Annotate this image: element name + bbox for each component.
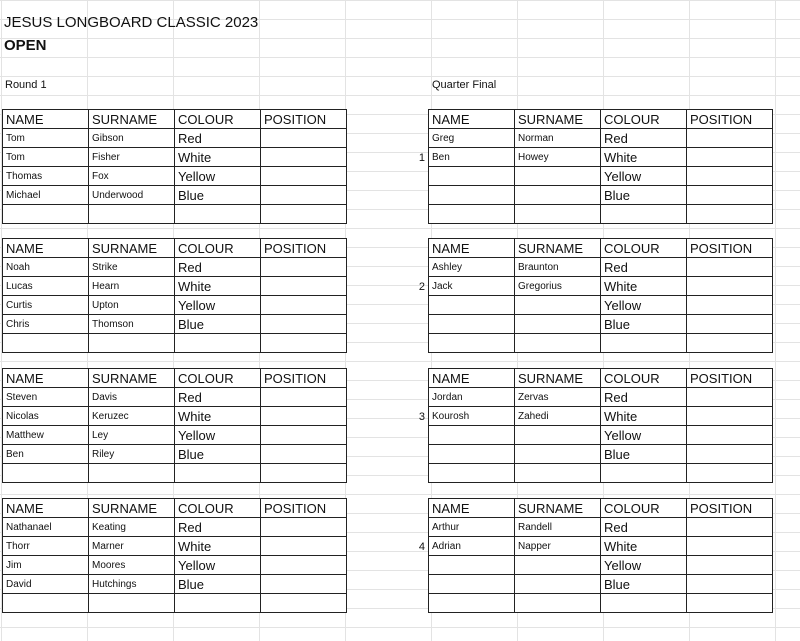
round1-heat-2 [2,238,347,353]
header-position[interactable]: POSITION [687,499,773,518]
header-name[interactable]: NAME [429,369,515,388]
surname-cell[interactable]: Keruzec [89,407,175,426]
header-position[interactable]: POSITION [261,499,347,518]
surname-cell[interactable]: Howey [515,148,601,167]
position-cell[interactable] [687,296,773,315]
name-cell[interactable]: Matthew [3,426,89,445]
name-cell[interactable]: Jordan [429,388,515,407]
quarter-final-label: Quarter Final [432,79,497,91]
name-cell[interactable] [429,167,515,186]
empty-cell[interactable] [687,205,773,224]
table-row [3,129,347,148]
surname-cell[interactable]: Braunton [515,258,601,277]
table-row [3,167,347,186]
name-cell[interactable]: Greg [429,129,515,148]
colour-cell[interactable]: Blue [175,186,261,205]
position-cell[interactable] [687,148,773,167]
empty-cell[interactable] [175,464,261,483]
header-name[interactable]: NAME [3,369,89,388]
position-cell[interactable] [261,129,347,148]
name-cell[interactable]: Jim [3,556,89,575]
header-surname[interactable]: SURNAME [89,239,175,258]
surname-cell[interactable] [515,445,601,464]
surname-cell[interactable]: Gibson [89,129,175,148]
header-name[interactable]: NAME [3,499,89,518]
header-surname[interactable]: SURNAME [515,110,601,129]
position-cell[interactable] [261,537,347,556]
table-row [429,407,773,426]
position-cell[interactable] [261,407,347,426]
surname-cell[interactable] [515,167,601,186]
name-cell[interactable]: Nicolas [3,407,89,426]
colour-cell[interactable]: Red [601,518,687,537]
position-cell[interactable] [261,167,347,186]
empty-cell[interactable] [601,334,687,353]
header-surname[interactable]: SURNAME [89,499,175,518]
sheet-subtitle: OPEN [4,37,47,54]
header-position[interactable]: POSITION [687,239,773,258]
position-cell[interactable] [261,388,347,407]
name-cell[interactable]: Jack [429,277,515,296]
header-colour[interactable]: COLOUR [175,110,261,129]
table-row [429,277,773,296]
table-row [3,148,347,167]
surname-cell[interactable]: Norman [515,129,601,148]
header-surname[interactable]: SURNAME [515,369,601,388]
name-cell[interactable]: Lucas [3,277,89,296]
empty-cell[interactable] [3,205,89,224]
name-cell[interactable]: Ben [429,148,515,167]
position-cell[interactable] [687,315,773,334]
table-row [429,258,773,277]
table-row [3,537,347,556]
colour-cell[interactable]: Red [175,518,261,537]
colour-cell[interactable]: Yellow [175,167,261,186]
surname-cell[interactable]: Hutchings [89,575,175,594]
table-row [3,388,347,407]
surname-cell[interactable]: Gregorius [515,277,601,296]
colour-cell[interactable]: White [175,407,261,426]
position-cell[interactable] [261,445,347,464]
header-position[interactable]: POSITION [261,110,347,129]
colour-cell[interactable]: Red [175,129,261,148]
position-cell[interactable] [687,277,773,296]
surname-cell[interactable]: Underwood [89,186,175,205]
quarter-final-heat-3 [428,368,773,483]
table-row [429,129,773,148]
table-row [3,186,347,205]
table-row [429,315,773,334]
position-cell[interactable] [261,575,347,594]
position-cell[interactable] [687,518,773,537]
table-row [3,315,347,334]
table-row [429,296,773,315]
empty-cell[interactable] [3,594,89,613]
colour-cell[interactable]: Yellow [601,556,687,575]
name-cell[interactable]: Nathanael [3,518,89,537]
colour-cell[interactable]: Blue [601,575,687,594]
header-position[interactable]: POSITION [261,369,347,388]
table-row [3,426,347,445]
colour-cell[interactable]: White [601,537,687,556]
empty-cell[interactable] [3,464,89,483]
table-row [429,445,773,464]
header-surname[interactable]: SURNAME [515,499,601,518]
name-cell[interactable]: Steven [3,388,89,407]
header-colour[interactable]: COLOUR [601,499,687,518]
surname-cell[interactable]: Hearn [89,277,175,296]
empty-cell[interactable] [515,205,601,224]
table-row [429,426,773,445]
name-cell[interactable]: Thorr [3,537,89,556]
name-cell[interactable] [429,556,515,575]
surname-cell[interactable] [515,296,601,315]
colour-cell[interactable]: Blue [601,445,687,464]
name-cell[interactable]: Curtis [3,296,89,315]
heat-number: 1 [418,152,425,164]
position-cell[interactable] [261,258,347,277]
empty-cell[interactable] [175,334,261,353]
empty-cell[interactable] [261,205,347,224]
position-cell[interactable] [261,315,347,334]
table-row [429,518,773,537]
colour-cell[interactable]: Red [601,388,687,407]
table-row [429,556,773,575]
empty-cell[interactable] [175,205,261,224]
colour-cell[interactable]: Red [601,258,687,277]
position-cell[interactable] [687,129,773,148]
round1-heat-3 [2,368,347,483]
empty-cell[interactable] [515,334,601,353]
table-row [3,407,347,426]
table-row [429,186,773,205]
surname-cell[interactable] [515,315,601,334]
empty-cell[interactable] [601,464,687,483]
colour-cell[interactable]: Blue [175,575,261,594]
header-colour[interactable]: COLOUR [175,369,261,388]
position-cell[interactable] [261,426,347,445]
colour-cell[interactable]: White [601,148,687,167]
table-row [3,296,347,315]
header-surname[interactable]: SURNAME [89,110,175,129]
position-cell[interactable] [687,537,773,556]
heat-number: 2 [418,281,425,293]
surname-cell[interactable]: Napper [515,537,601,556]
position-cell[interactable] [687,445,773,464]
position-cell[interactable] [687,407,773,426]
header-name[interactable]: NAME [3,110,89,129]
colour-cell[interactable]: Yellow [601,426,687,445]
header-colour[interactable]: COLOUR [601,110,687,129]
colour-cell[interactable]: White [601,407,687,426]
header-colour[interactable]: COLOUR [601,239,687,258]
empty-cell[interactable] [515,594,601,613]
quarter-final-heat-1 [428,109,773,224]
colour-cell[interactable]: Blue [175,445,261,464]
empty-cell[interactable] [429,334,515,353]
round1-heat-1 [2,109,347,224]
surname-cell[interactable]: Zahedi [515,407,601,426]
heat-number: 3 [418,411,425,423]
empty-cell[interactable] [89,464,175,483]
name-cell[interactable]: Kourosh [429,407,515,426]
empty-cell[interactable] [3,334,89,353]
position-cell[interactable] [687,556,773,575]
surname-cell[interactable] [515,556,601,575]
empty-cell[interactable] [89,205,175,224]
surname-cell[interactable] [515,575,601,594]
surname-cell[interactable]: Thomson [89,315,175,334]
round1-heat-4 [2,498,347,613]
empty-cell[interactable] [175,594,261,613]
header-colour[interactable]: COLOUR [175,239,261,258]
empty-cell[interactable] [261,464,347,483]
surname-cell[interactable]: Randell [515,518,601,537]
header-position[interactable]: POSITION [687,369,773,388]
round-1-label: Round 1 [5,79,47,91]
position-cell[interactable] [687,167,773,186]
empty-cell[interactable] [601,594,687,613]
empty-cell[interactable] [261,594,347,613]
name-cell[interactable]: Chris [3,315,89,334]
position-cell[interactable] [687,426,773,445]
empty-cell[interactable] [429,464,515,483]
position-cell[interactable] [687,186,773,205]
name-cell[interactable]: Arthur [429,518,515,537]
heat-number: 4 [418,541,425,553]
surname-cell[interactable]: Marner [89,537,175,556]
empty-cell[interactable] [601,205,687,224]
table-row [3,445,347,464]
surname-cell[interactable]: Riley [89,445,175,464]
colour-cell[interactable]: Yellow [175,296,261,315]
name-cell[interactable]: Thomas [3,167,89,186]
header-position[interactable]: POSITION [261,239,347,258]
colour-cell[interactable]: Red [175,388,261,407]
position-cell[interactable] [261,148,347,167]
position-cell[interactable] [687,575,773,594]
surname-cell[interactable]: Ley [89,426,175,445]
sheet-title: JESUS LONGBOARD CLASSIC 2023 [4,14,259,31]
position-cell[interactable] [261,518,347,537]
quarter-final-heat-2 [428,238,773,353]
surname-cell[interactable]: Strike [89,258,175,277]
surname-cell[interactable]: Moores [89,556,175,575]
colour-cell[interactable]: Blue [601,315,687,334]
colour-cell[interactable]: White [175,277,261,296]
table-row [3,277,347,296]
surname-cell[interactable]: Fisher [89,148,175,167]
empty-cell[interactable] [429,205,515,224]
header-colour[interactable]: COLOUR [601,369,687,388]
surname-cell[interactable] [515,186,601,205]
table-row [429,575,773,594]
surname-cell[interactable]: Keating [89,518,175,537]
name-cell[interactable] [429,426,515,445]
colour-cell[interactable]: Yellow [601,167,687,186]
colour-cell[interactable]: Blue [175,315,261,334]
colour-cell[interactable]: Yellow [601,296,687,315]
empty-cell[interactable] [687,594,773,613]
header-surname[interactable]: SURNAME [89,369,175,388]
name-cell[interactable]: Tom [3,148,89,167]
colour-cell[interactable]: Red [175,258,261,277]
surname-cell[interactable]: Zervas [515,388,601,407]
header-name[interactable]: NAME [429,239,515,258]
header-surname[interactable]: SURNAME [515,239,601,258]
name-cell[interactable] [429,575,515,594]
colour-cell[interactable]: Yellow [175,556,261,575]
empty-cell[interactable] [89,334,175,353]
name-cell[interactable]: David [3,575,89,594]
table-row [429,167,773,186]
name-cell[interactable]: Noah [3,258,89,277]
quarter-final-heat-4 [428,498,773,613]
table-row [3,518,347,537]
colour-cell[interactable]: White [175,148,261,167]
header-colour[interactable]: COLOUR [175,499,261,518]
position-cell[interactable] [261,186,347,205]
empty-cell[interactable] [687,334,773,353]
table-row [429,148,773,167]
table-row [3,575,347,594]
position-cell[interactable] [261,277,347,296]
colour-cell[interactable]: White [175,537,261,556]
name-cell[interactable]: Tom [3,129,89,148]
colour-cell[interactable]: Yellow [175,426,261,445]
name-cell[interactable] [429,296,515,315]
surname-cell[interactable]: Fox [89,167,175,186]
table-row [3,556,347,575]
name-cell[interactable]: Ashley [429,258,515,277]
name-cell[interactable]: Adrian [429,537,515,556]
header-name[interactable]: NAME [3,239,89,258]
header-position[interactable]: POSITION [687,110,773,129]
name-cell[interactable]: Michael [3,186,89,205]
name-cell[interactable] [429,186,515,205]
empty-cell[interactable] [515,464,601,483]
colour-cell[interactable]: White [601,277,687,296]
empty-cell[interactable] [687,464,773,483]
name-cell[interactable]: Ben [3,445,89,464]
position-cell[interactable] [261,556,347,575]
surname-cell[interactable] [515,426,601,445]
header-name[interactable]: NAME [429,499,515,518]
table-row [3,258,347,277]
header-name[interactable]: NAME [429,110,515,129]
empty-cell[interactable] [429,594,515,613]
colour-cell[interactable]: Blue [601,186,687,205]
surname-cell[interactable]: Upton [89,296,175,315]
position-cell[interactable] [261,296,347,315]
empty-cell[interactable] [89,594,175,613]
colour-cell[interactable]: Red [601,129,687,148]
name-cell[interactable] [429,315,515,334]
position-cell[interactable] [687,258,773,277]
name-cell[interactable] [429,445,515,464]
empty-cell[interactable] [261,334,347,353]
surname-cell[interactable]: Davis [89,388,175,407]
table-row [429,537,773,556]
table-row [429,388,773,407]
position-cell[interactable] [687,388,773,407]
